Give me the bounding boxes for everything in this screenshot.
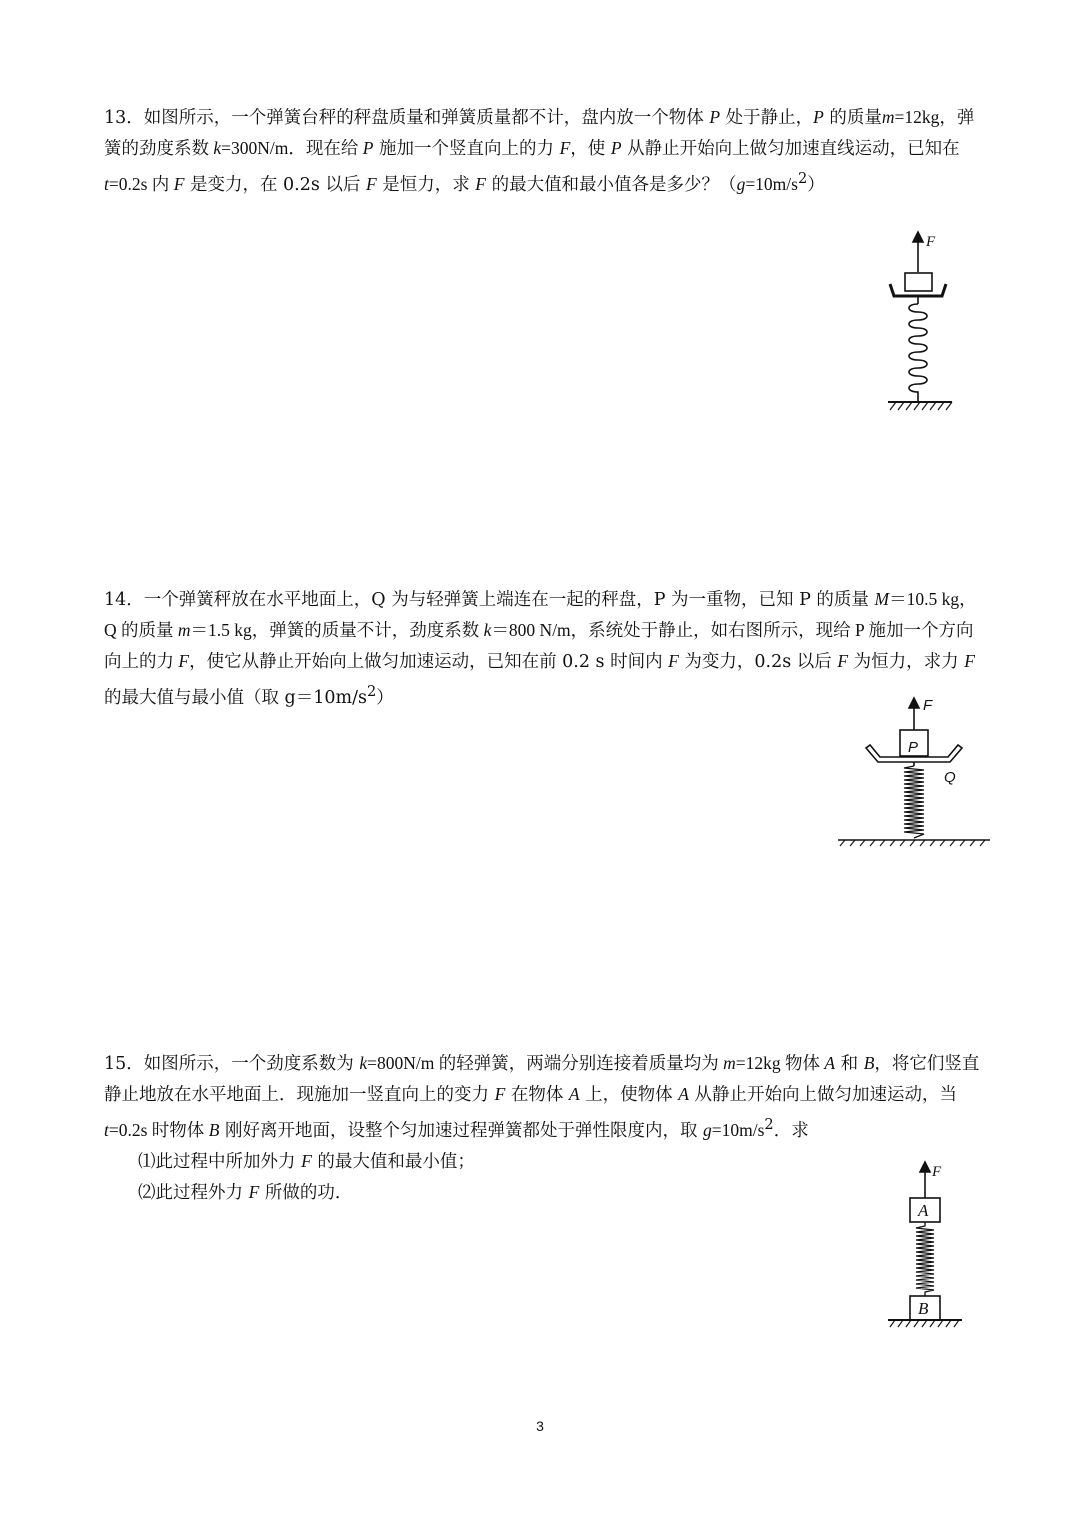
problem-15 (104, 1048, 980, 1208)
figure-15-two-blocks-spring (880, 1152, 970, 1342)
label-f: F (923, 697, 933, 714)
figure-13-spring-scale (880, 226, 960, 416)
scale-pan (890, 284, 946, 296)
problem-13-text: 13．如图所示，一个弹簧台秤的秤盘质量和弹簧质量都不计，盘内放一个物体 P 处于静止，P 的质量m=12kg，弹簧的劲度系数 k=300N/m．现在给 P 施加一个竖直向上的力 F，使 P 从静止开始向上做匀加速直线运动，已知在 t=0.2s 内 F 是变力，在 0.2s 以后 F 是恒力，求 F 的最大值和最小值各是多少？$(g=10m/s^2)$ (104, 107, 975, 195)
label-p: P (908, 739, 919, 756)
label-f: F (926, 234, 936, 250)
object-p-block (905, 273, 932, 291)
ground-hatching (840, 840, 985, 846)
label-b: B (918, 1299, 929, 1318)
question-2: ⑵此过程外力 F 所做的功． (138, 1181, 353, 1203)
spring-coil (909, 304, 927, 402)
spring-coil (916, 1222, 934, 1296)
figure-14-spring-scale (834, 690, 994, 850)
label-q: Q (944, 769, 956, 786)
page-number: 3 (536, 1418, 544, 1434)
force-arrowhead (909, 698, 919, 708)
question-1: ⑴此过程中所加外力 F 的最大值和最小值； (138, 1150, 475, 1172)
ground-hatching (890, 402, 952, 410)
problem-15-text: 15．如图所示，一个劲度系数为 k=800N/m 的轻弹簧，两端分别连接着质量均为 m=12kg 物体 A 和 B，将它们竖直静止地放在水平地面上．现施加一竖直向上的变力 F 在物体 A 上，使物体 A 从静止开始向上做匀加速运动，当 t=0.2s 时物体 B 刚好离开地面，设整个匀加速过程弹簧都处于弹性限度内，取 $g=10m/s^2$．求 (104, 1053, 980, 1141)
force-arrowhead (920, 1162, 930, 1172)
problem-14-text: 14．一个弹簧秤放在水平地面上，Q 为与轻弹簧上端连在一起的秤盘，P 为一重物，已知 P 的质量 M＝10.5 kg，Q 的质量 m＝1.5 kg，弹簧的质量不计，劲度系数 k＝800 N/m，系统处于静止，如右图所示，现给 P 施加一个方向向上的力 F，使它从静止开始向上做匀加速运动，已知在前 0.2 s 时间内 F 为变力，0.2s 以后 F 为恒力，求力 F 的最大值与最小值（取 $g=10m/s^2$） (104, 589, 977, 708)
problem-13 (104, 102, 980, 200)
label-f: F (932, 1164, 942, 1180)
spring-coil (904, 766, 924, 838)
force-arrowhead (913, 232, 923, 242)
label-a: A (918, 1201, 929, 1220)
ground-hatching (890, 1320, 959, 1327)
